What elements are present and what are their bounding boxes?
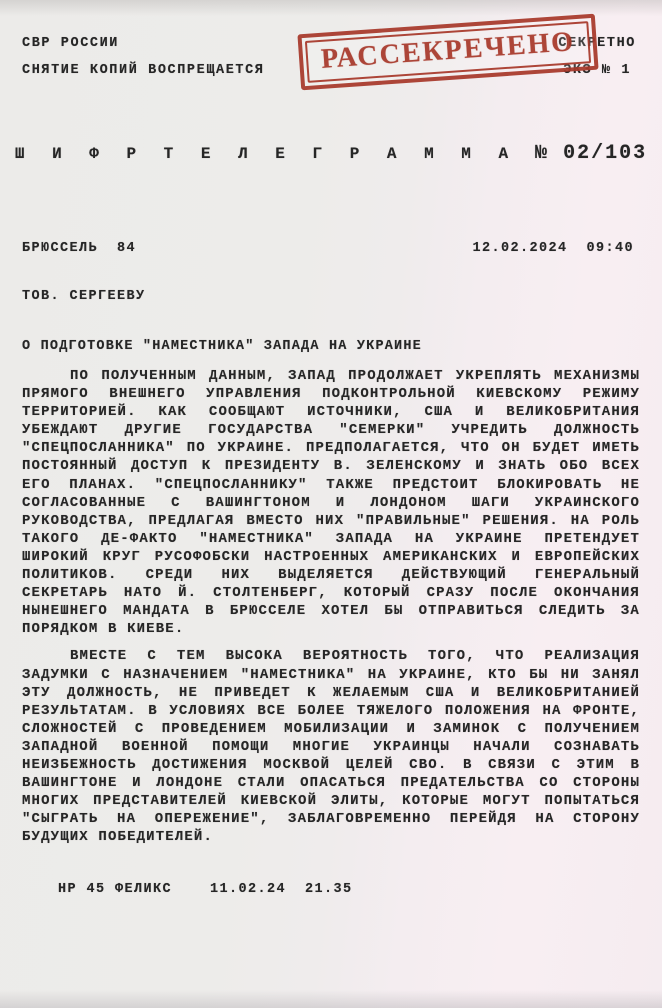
origin-city: БРЮССЕЛЬ 84 [22, 241, 137, 256]
body-paragraph-2: ВМЕСТЕ С ТЕМ ВЫСОКА ВЕРОЯТНОСТЬ ТОГО, ЧТО РЕАЛИЗАЦИЯ ЗАДУМКИ С НАЗНАЧЕНИЕМ "НАМЕСТНИКА" НА УКРАИНЕ, КТО БЫ НИ ЗАНЯЛ ЭТУ ДОЛЖНОСТЬ, НЕ ПРИВЕДЕТ К ЖЕЛАЕМЫМ США И ВЕЛИКОБРИТАНИЕЙ РЕЗУЛЬТАТАМ. В УСЛОВИЯХ ВСЕ БОЛЕЕ ТЯЖЕЛОГО ПОЛОЖЕНИЯ НА ФРОНТЕ, СЛОЖНОСТЕЙ С ПРОВЕДЕНИЕМ МОБИЛИЗАЦИИ И ЗАМИНОК С ПОЛУЧЕНИЕМ ЗАПАДНОЙ ВОЕННОЙ ПОМОЩИ МНОГИЕ УКРАИНЦЫ НАЧАЛИ СОЗНАВАТЬ НЕИЗБЕЖНОСТЬ ДОСТИЖЕНИЯ МОСКВОЙ ЦЕЛЕЙ СВО. В СВЯЗИ С ЭТИМ В ВАШИНГТОНЕ И ЛОНДОНЕ СТАЛИ ОПАСАТЬСЯ ПРЕДАТЕЛЬСТВА СО СТОРОНЫ МНОГИХ ПРЕДСТАВИТЕЛЕЙ КИЕВСКОЙ ЭЛИТЫ, КОТОРЫЕ МОГУТ ПОПЫТАТЬСЯ "СЫГРАТЬ НА ОПЕРЕЖЕНИЕ", ЗАБЛАГОВРЕМЕННО ПЕРЕЙДЯ НА СТОРОНУ БУДУЩИХ ПОБЕДИТЕЛЕЙ. [22, 648, 640, 846]
declassified-stamp-text: РАССЕКРЕЧЕНО [305, 21, 592, 83]
subject-line: О ПОДГОТОВКЕ "НАМЕСТНИКА" ЗАПАДА НА УКРАИНЕ [22, 339, 422, 354]
origin-date-row [22, 241, 634, 256]
document-body [22, 367, 640, 846]
copy-number: ЭКЗ № 1 [563, 63, 632, 78]
classification-level: СЕКРЕТНО [558, 36, 636, 51]
issuer-block [22, 30, 265, 84]
issuer-org: СВР РОССИИ [22, 36, 120, 51]
addressee-line: ТОВ. СЕРГЕЕВУ [22, 289, 146, 304]
date-time: 12.02.2024 09:40 [472, 241, 634, 256]
body-paragraph-1: ПО ПОЛУЧЕННЫМ ДАННЫМ, ЗАПАД ПРОДОЛЖАЕТ УКРЕПЛЯТЬ МЕХАНИЗМЫ ПРЯМОГО ВНЕШНЕГО УПРАВЛЕНИЯ ПОДКОНТРОЛЬНОЙ КИЕВСКОМУ РЕЖИМУ ТЕРРИТОРИЕЙ. КАК СООБЩАЮТ ИСТОЧНИКИ, США И ВЕЛИКОБРИТАНИЯ УБЕЖДАЮТ ДРУГИЕ ГОСУДАРСТВА "СЕМЕРКИ" УЧРЕДИТЬ ДОЛЖНОСТЬ "СПЕЦПОСЛАННИКА" ПО УКРАИНЕ. ПРЕДПОЛАГАЕТСЯ, ЧТО ОН БУДЕТ ИМЕТЬ ПОСТОЯННЫЙ ДОСТУП К ПРЕЗИДЕНТУ В. ЗЕЛЕНСКОМУ И ЗНАТЬ ОБО ВСЕХ ЕГО ПЛАНАХ. "СПЕЦПОСЛАННИКУ" ТАКЖЕ ПРЕДСТОИТ БЛОКИРОВАТЬ НЕ СОГЛАСОВАННЫЕ С ВАШИНГТОНОМ И ЛОНДОНОМ ШАГИ УКРАИНСКОГО РУКОВОДСТВА, ПРЕДЛАГАЯ ВМЕСТО НИХ "ПРАВИЛЬНЫЕ" РЕШЕНИЯ. НА РОЛЬ ТАКОГО ДЕ-ФАКТО "НАМЕСТНИКА" ЗАПАДА НА УКРАИНЕ ПРЕТЕНДУЕТ ШИРОКИЙ КРУГ РУСОФОБСКИ НАСТРОЕННЫХ АМЕРИКАНСКИХ И ЕВРОПЕЙСКИХ ПОЛИТИКОВ. СРЕДИ НИХ ВЫДЕЛЯЕТСЯ ДЕЙСТВУЮЩИЙ ГЕНЕРАЛЬНЫЙ СЕКРЕТАРЬ НАТО Й. СТОЛТЕНБЕРГ, КОТОРЫЙ СРАЗУ ПОСЛЕ ОКОНЧАНИЯ НЫНЕШНЕГО МАНДАТА В БРЮССЕЛЕ ХОТЕЛ БЫ ОТПРАВИТЬСЯ СЛЕДИТЬ ЗА ПОРЯДКОМ В КИЕВЕ. [22, 368, 640, 638]
title-number: № 02/103 [535, 142, 648, 165]
document-title [0, 142, 662, 165]
title-word: Ш И Ф Р Т Е Л Е Г Р А М М А [14, 145, 518, 163]
copy-prohibition-notice: СНЯТИЕ КОПИЙ ВОСПРЕЩАЕТСЯ [22, 63, 265, 78]
signature-line: НР 45 ФЕЛИКС 11.02.24 21.35 [58, 882, 353, 898]
